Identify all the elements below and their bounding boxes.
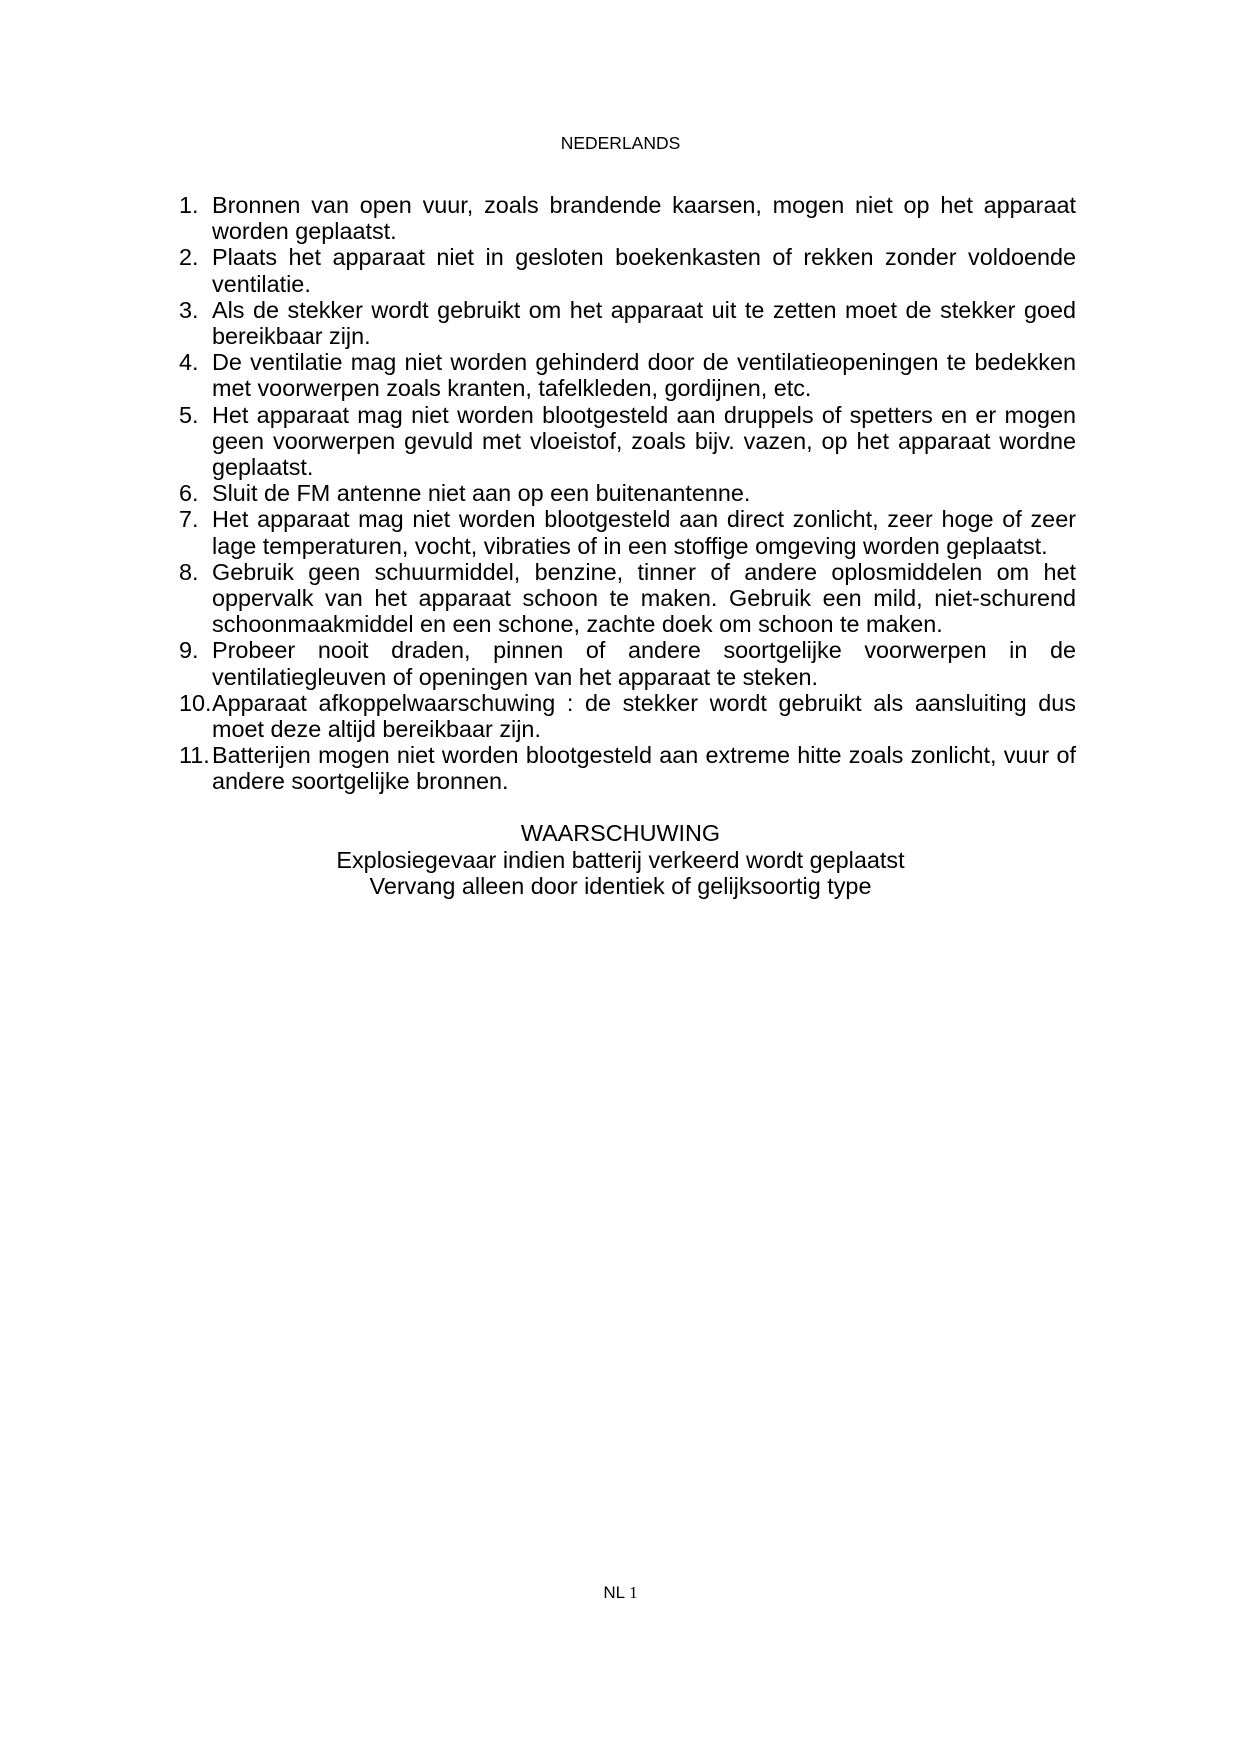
list-item-number: 1. — [179, 192, 199, 218]
safety-instructions-list — [179, 192, 1076, 795]
list-item-line: met voorwerpen zoals kranten, tafelkleden, gordijnen, etc. — [212, 375, 812, 402]
list-item-text — [212, 244, 1076, 296]
list-item-line: Het apparaat mag niet worden blootgesteld aan direct zonlicht, zeer hoge of zeer — [212, 506, 1076, 533]
list-item-text — [212, 349, 1076, 401]
warning-line: Vervang alleen door identiek of gelijksoortig type — [369, 873, 872, 899]
list-item — [179, 480, 1076, 506]
list-item-number: 11. — [179, 742, 210, 769]
list-item-text — [212, 192, 1076, 244]
page-footer — [0, 1583, 1241, 1603]
list-item-number: 2. — [179, 244, 199, 271]
list-item-line: andere soortgelijke bronnen. — [212, 768, 509, 795]
list-item-line: Gebruik geen schuurmiddel, benzine, tinner of andere oplosmiddelen om het — [212, 558, 1076, 585]
list-item-line: ventilatie. — [212, 270, 311, 297]
list-item-number: 8. — [179, 558, 199, 585]
list-item-line: geplaatst. — [212, 454, 314, 481]
list-item-text — [212, 402, 1076, 481]
list-item — [179, 637, 1076, 689]
list-item — [179, 297, 1076, 349]
list-item-text — [212, 742, 1076, 794]
list-item-line: Batterijen mogen niet worden blootgesteld aan extreme hitte zoals zonlicht, vuur of — [212, 742, 1076, 769]
list-item-text — [212, 297, 1076, 349]
list-item — [179, 690, 1076, 742]
list-item-number: 7. — [179, 506, 199, 533]
list-item-line: Als de stekker wordt gebruikt om het apparaat uit te zetten moet de stekker goed — [212, 296, 1076, 323]
list-item — [179, 244, 1076, 296]
list-item — [179, 742, 1076, 794]
list-item-number: 6. — [179, 480, 199, 507]
list-item — [179, 402, 1076, 481]
list-item-number: 9. — [179, 637, 199, 664]
list-item-line: De ventilatie mag niet worden gehinderd door de ventilatieopeningen te bedekken — [212, 349, 1076, 376]
list-item-line: bereikbaar zijn. — [212, 323, 371, 350]
list-item-number: 4. — [179, 349, 199, 376]
list-item-line: geen voorwerpen gevuld met vloeistof, zoals bijv. vazen, op het apparaat wordne — [212, 427, 1076, 454]
list-item-line: schoonmaakmiddel en een schone, zachte doek om schoon te maken. — [212, 611, 943, 638]
list-item-line: Bronnen van open vuur, zoals brandende kaarsen, mogen niet op het apparaat — [212, 192, 1076, 218]
battery-warning — [0, 820, 1241, 900]
list-item — [179, 349, 1076, 401]
list-item-number: 3. — [179, 296, 199, 323]
list-item-number: 10. — [179, 689, 212, 716]
list-item-line: oppervalk van het apparaat schoon te maken. Gebruik een mild, niet-schurend — [212, 585, 1076, 612]
list-item-line: Het apparaat mag niet worden blootgesteld aan druppels of spetters en er mogen — [212, 401, 1076, 428]
list-item-line: Probeer nooit draden, pinnen of andere soortgelijke voorwerpen in de — [212, 637, 1076, 664]
list-item — [179, 506, 1076, 558]
warning-title: WAARSCHUWING — [520, 820, 721, 846]
list-item — [179, 559, 1076, 638]
page-header-language: NEDERLANDS — [560, 133, 681, 153]
list-item-number: 5. — [179, 401, 199, 428]
list-item-line: lage temperaturen, vocht, vibraties of in een stoffige omgeving worden geplaatst. — [212, 532, 1048, 559]
page-number: 1 — [629, 1583, 638, 1602]
warning-line: Explosiegevaar indien batterij verkeerd wordt geplaatst — [336, 846, 905, 873]
list-item-text — [212, 506, 1076, 558]
list-item-text — [212, 637, 1076, 689]
list-item-line: Sluit de FM antenne niet aan op een buitenantenne. — [212, 480, 751, 507]
list-item-text — [212, 690, 1076, 742]
list-item-line: Plaats het apparaat niet in gesloten boekenkasten of rekken zonder voldoende — [212, 244, 1076, 271]
footer-language-code: NL — [603, 1583, 625, 1602]
list-item — [179, 192, 1076, 244]
list-item-line: worden geplaatst. — [212, 218, 397, 245]
list-item-text — [212, 559, 1076, 638]
list-item-line: Apparaat afkoppelwaarschuwing : de stekker wordt gebruikt als aansluiting dus — [212, 689, 1076, 716]
list-item-line: ventilatiegleuven of openingen van het apparaat te steken. — [212, 663, 819, 690]
list-item-text — [212, 480, 1076, 506]
list-item-line: moet deze altijd bereikbaar zijn. — [212, 716, 541, 743]
